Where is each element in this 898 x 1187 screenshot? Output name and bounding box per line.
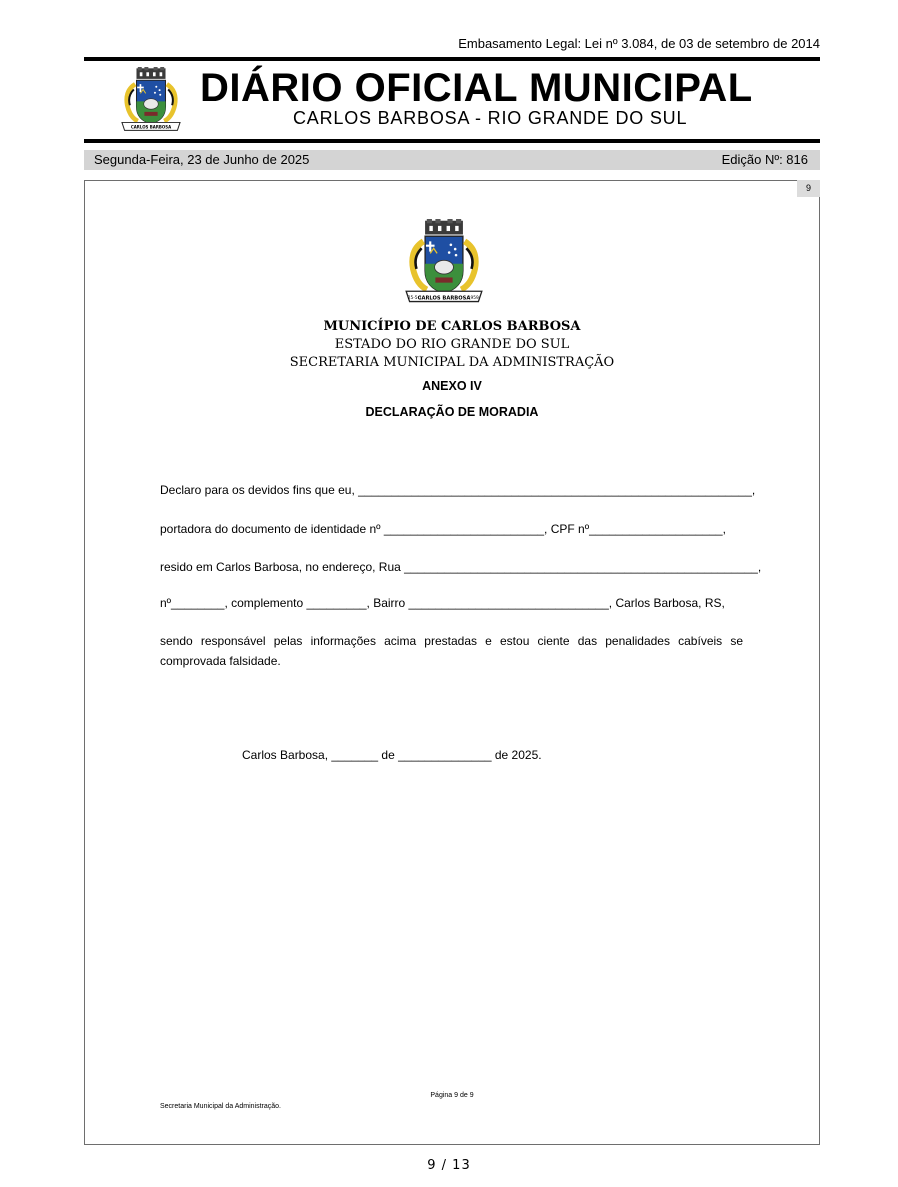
- form-line-id: portadora do documento de identidade nº ________________________, CPF nº____________________,: [160, 522, 726, 536]
- viewer-page-indicator: 9 / 13: [427, 1158, 471, 1173]
- declaration-paragraph: sendo responsável pelas informações acima prestadas e estou ciente das penalidades cabíveis se comprovada falsidade.: [160, 634, 743, 668]
- document-page: [84, 180, 820, 1145]
- form-line-name: Declaro para os devidos fins que eu, ___________________________________________________________,: [160, 483, 756, 497]
- municipal-crest-icon: [118, 66, 184, 134]
- gazette-title: DIÁRIO OFICIAL MUNICIPAL: [200, 66, 753, 110]
- header-rule-top: [84, 57, 820, 61]
- publication-date: Segunda-Feira, 23 de Junho de 2025: [94, 152, 310, 167]
- crest-date-right: 1959: [467, 295, 479, 301]
- gazette-subtitle: CARLOS BARBOSA - RIO GRANDE DO SUL: [293, 108, 688, 128]
- legal-basis: Embasamento Legal: Lei nº 3.084, de 03 de setembro de 2014: [458, 36, 820, 51]
- document-title: DECLARAÇÃO DE MORADIA: [365, 405, 539, 419]
- state-name: ESTADO DO RIO GRANDE DO SUL: [334, 337, 570, 352]
- form-line-number: nº________, complemento _________, Bairro ______________________________, Carlos Barbosa, RS,: [160, 596, 725, 610]
- header-rule-bottom: [84, 139, 820, 143]
- crest-banner-text: CARLOS BARBOSA: [417, 295, 471, 302]
- edition-number: Edição Nº: 816: [721, 152, 808, 167]
- page-number-badge: 9: [797, 180, 820, 197]
- secretariat-name: SECRETARIA MUNICIPAL DA ADMINISTRAÇÃO: [289, 355, 615, 370]
- crest-banner-text: CARLOS BARBOSA: [130, 124, 172, 130]
- footer-secretariat: Secretaria Municipal da Administração.: [160, 1103, 282, 1110]
- municipality-name: MUNICÍPIO DE CARLOS BARBOSA: [323, 319, 581, 334]
- signature-date-line: Carlos Barbosa, _______ de ______________ de 2025.: [242, 748, 542, 762]
- info-bar: [84, 150, 820, 170]
- form-line-address: resido em Carlos Barbosa, no endereço, Rua _____________________________________________________,: [160, 560, 762, 574]
- crest-date-left: 25-5-1: [407, 295, 422, 301]
- page-footer: Página 9 de 9: [430, 1092, 474, 1099]
- municipal-crest-icon: [401, 217, 487, 307]
- annex-label: ANEXO IV: [422, 379, 482, 393]
